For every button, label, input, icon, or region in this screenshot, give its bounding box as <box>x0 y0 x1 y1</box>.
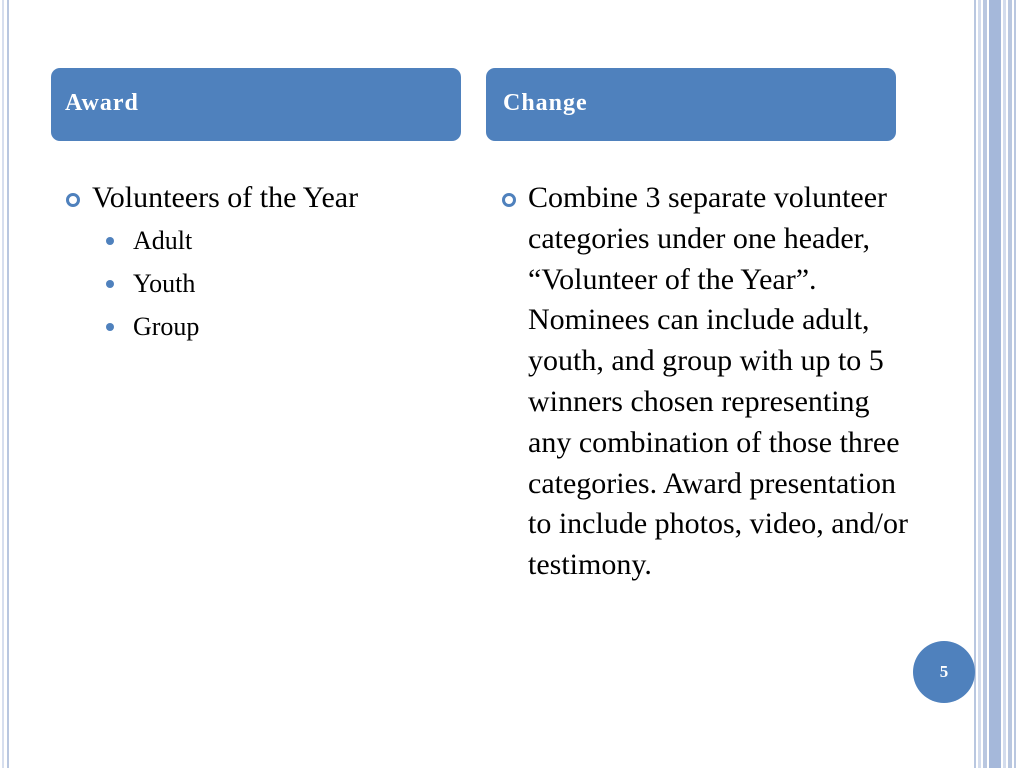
sub-list-item <box>62 305 472 348</box>
dot-bullet-icon <box>106 237 114 245</box>
right-stripe-decoration <box>974 0 1024 768</box>
dot-bullet-icon <box>106 280 114 288</box>
stripe <box>983 0 987 768</box>
page-number-badge: 5 <box>913 641 975 703</box>
award-bullet-text: Volunteers of the Year <box>92 181 359 214</box>
sub-item-text: Group <box>133 311 200 341</box>
stripe <box>989 0 1001 768</box>
left-edge-decoration <box>0 0 9 768</box>
sub-item-text: Youth <box>133 268 196 298</box>
award-bullet <box>62 178 472 219</box>
change-column <box>498 178 918 586</box>
ring-bullet-icon <box>66 193 80 207</box>
change-bullet <box>498 178 918 586</box>
award-sub-list <box>62 219 472 348</box>
change-header: Change <box>486 68 896 141</box>
stripe <box>1008 0 1012 768</box>
sub-list-item <box>62 219 472 262</box>
ring-bullet-icon <box>502 193 516 207</box>
sub-list-item <box>62 262 472 305</box>
stripe <box>974 0 976 768</box>
stripe <box>1003 0 1006 768</box>
stripe <box>978 0 981 768</box>
award-column <box>62 178 472 348</box>
change-bullet-text: Combine 3 separate volunteer categories under one header, “Volunteer of the Year”. Nominees can include adult, youth, and group with up to 5 winners chosen representing any combination of those three categories. Award presentation to include photos, video, and/or testimony. <box>528 181 908 582</box>
stripe <box>1014 0 1024 768</box>
award-header: Award <box>51 68 461 141</box>
dot-bullet-icon <box>106 323 114 331</box>
sub-item-text: Adult <box>133 225 193 255</box>
